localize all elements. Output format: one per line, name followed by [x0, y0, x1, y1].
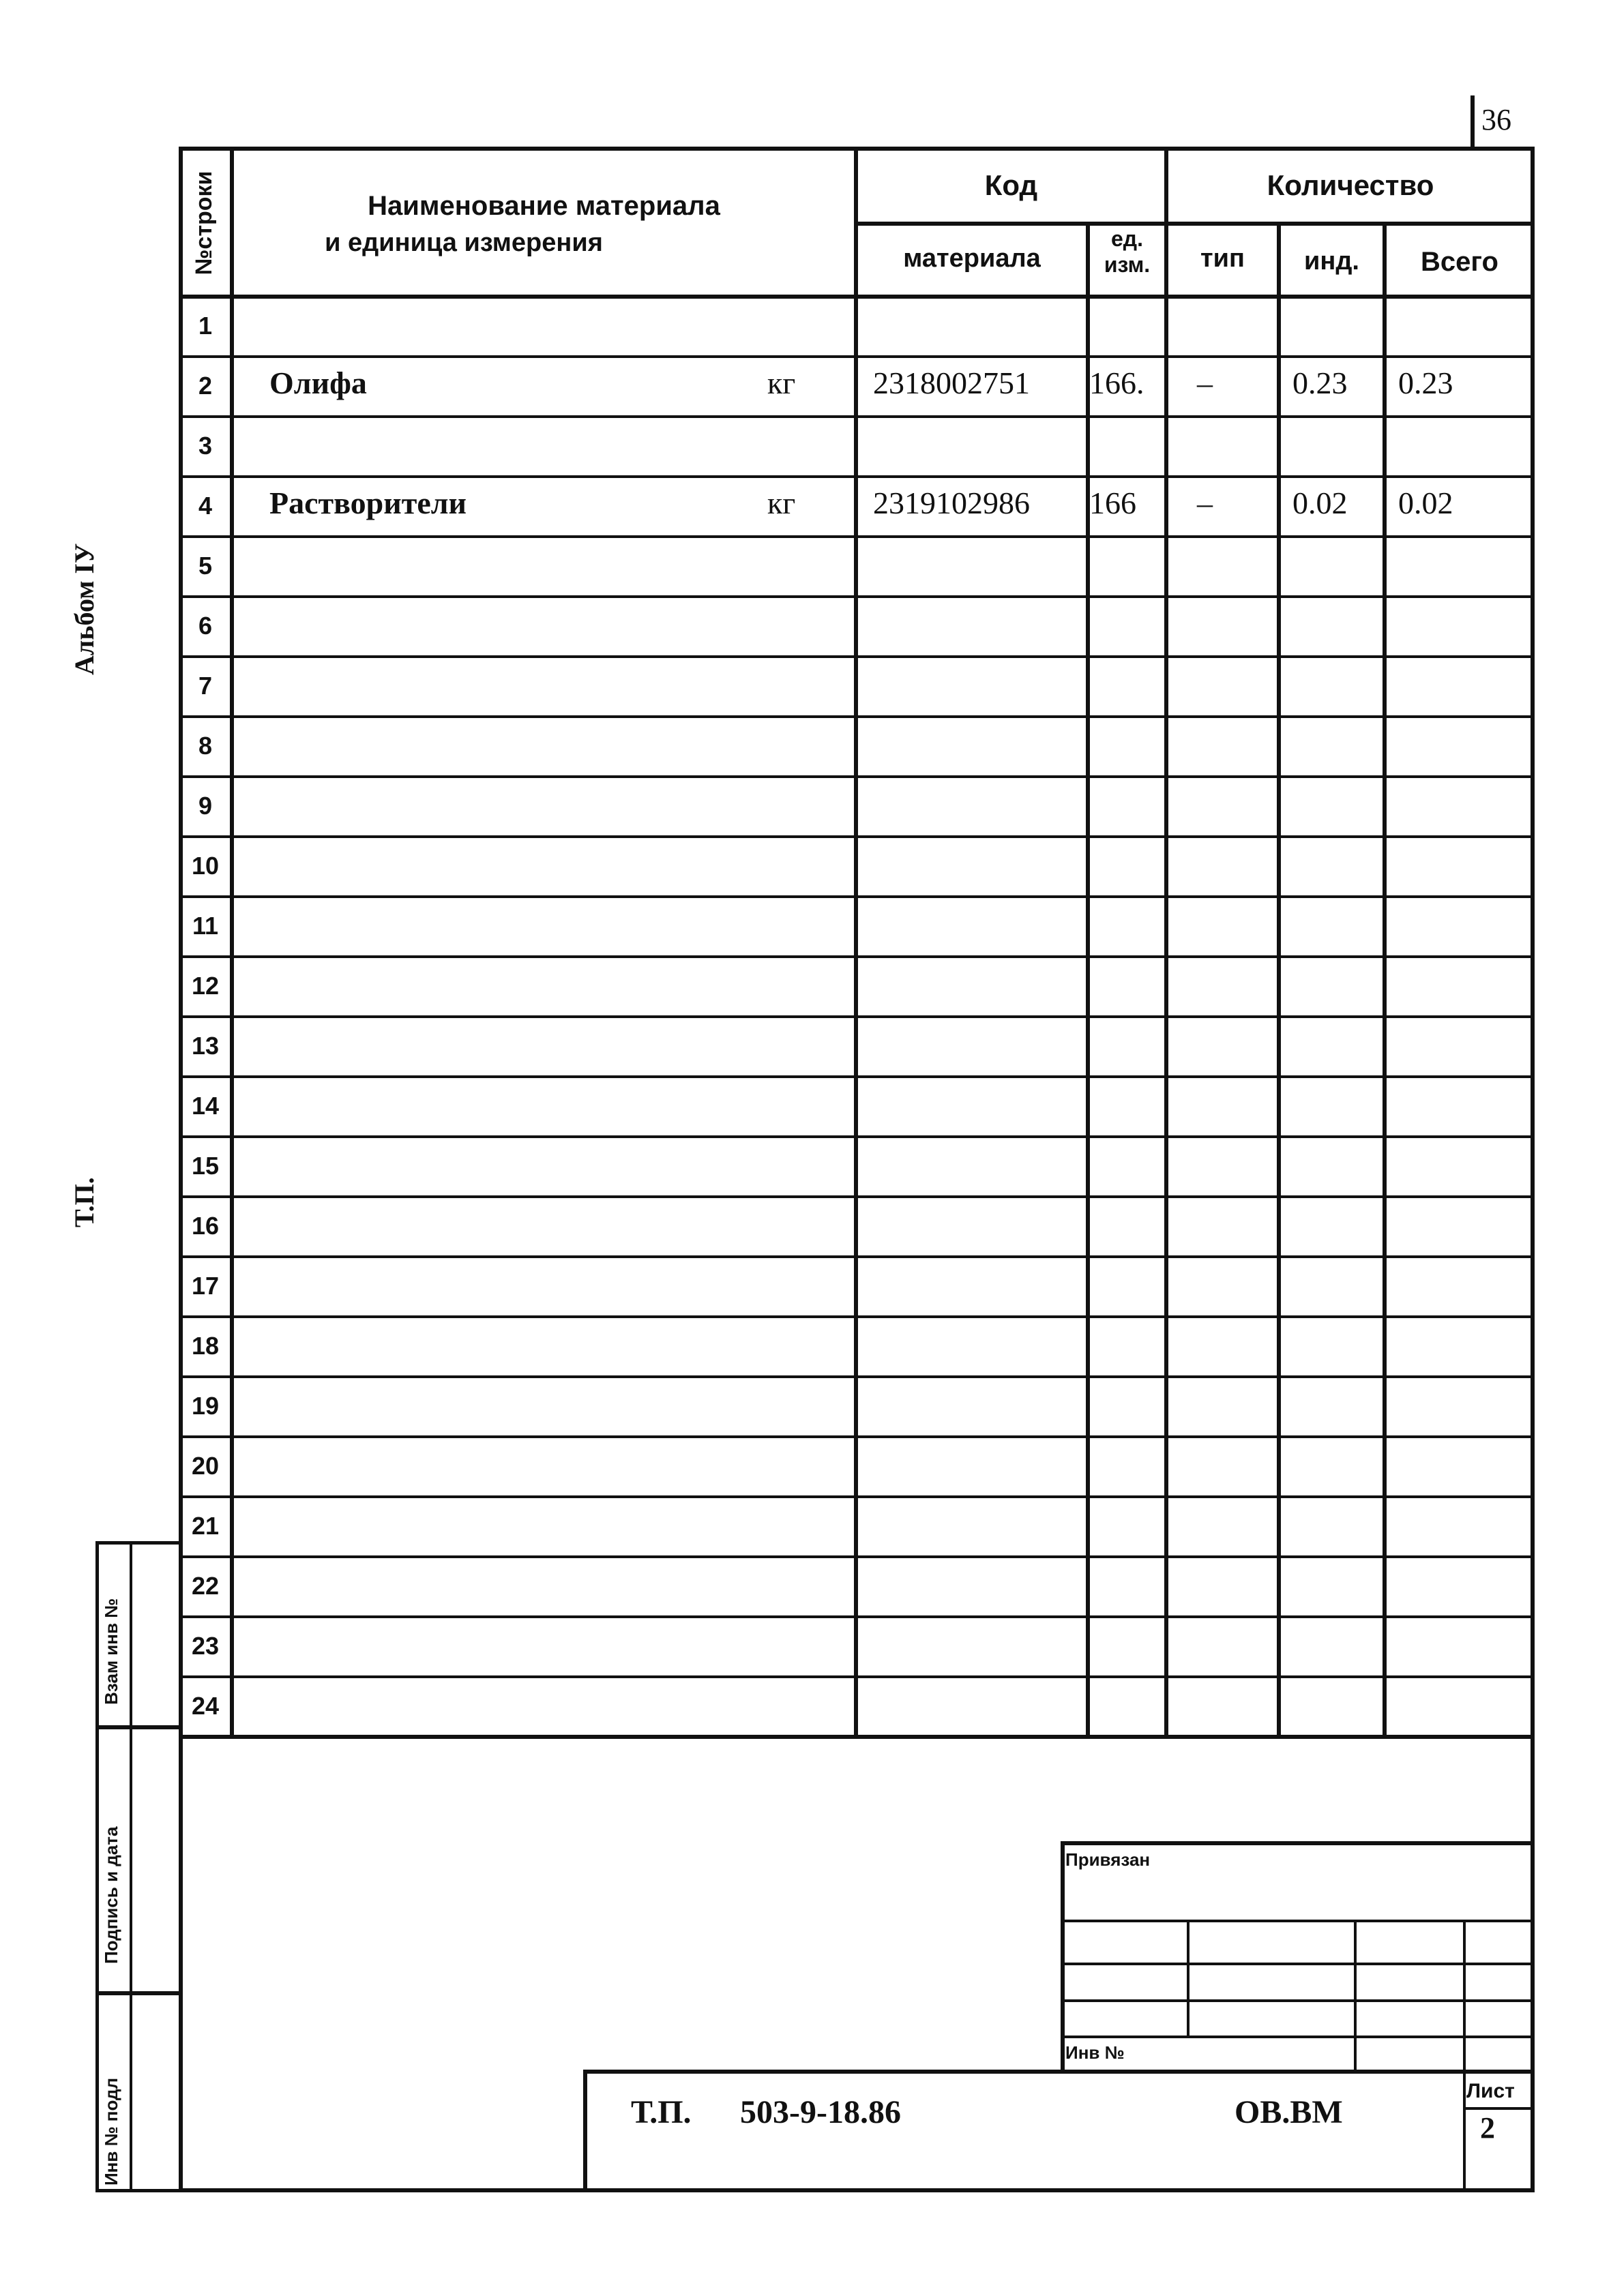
row-separator — [179, 1375, 1535, 1378]
row-separator — [179, 1075, 1535, 1078]
left-strip-divider-2 — [95, 1991, 183, 1995]
row-number: 1 — [198, 312, 213, 340]
name-header-line1: Наименование материала — [368, 191, 720, 221]
qty-total: 0.02 — [1398, 486, 1453, 520]
material-unit: кг — [767, 486, 796, 520]
row-number: 10 — [191, 852, 220, 880]
material-name: Олифа — [269, 366, 367, 400]
row-separator — [179, 955, 1535, 958]
row-number: 19 — [191, 1392, 220, 1420]
row-number: 23 — [191, 1632, 220, 1660]
material-code: 2318002751 — [873, 366, 1030, 400]
qty-ind-header: инд. — [1304, 247, 1359, 275]
material-name: Растворители — [269, 486, 467, 520]
sheet-label-line — [1463, 2107, 1535, 2110]
qty-total-header: Всего — [1421, 247, 1498, 277]
page-number-divider — [1470, 95, 1475, 150]
stamp-col-1 — [1187, 1920, 1189, 2036]
doc-series: Т.П. — [631, 2094, 692, 2130]
row-number: 24 — [191, 1692, 220, 1720]
row-number: 11 — [192, 912, 219, 940]
row-number: 18 — [191, 1332, 220, 1360]
row-separator — [179, 1255, 1535, 1258]
left-strip-divider-1 — [95, 1725, 183, 1729]
code-unit-header-1: ед. — [1111, 226, 1143, 251]
sheet-number: 2 — [1480, 2111, 1495, 2145]
code-unit-header-2: изм. — [1104, 252, 1151, 277]
row-number: 21 — [191, 1512, 220, 1540]
row-separator — [179, 715, 1535, 718]
row-number: 12 — [191, 972, 220, 1000]
code-header: Код — [984, 169, 1038, 201]
page-number: 36 — [1481, 103, 1511, 136]
row-separator — [179, 475, 1535, 478]
row-number: 4 — [198, 492, 213, 520]
inv-podl-label: Инв № подл — [101, 2077, 121, 2186]
qty-type-header: тип — [1200, 244, 1245, 273]
row-separator — [179, 1675, 1535, 1678]
header-mid-line — [856, 222, 1535, 226]
material-unit: кг — [767, 366, 796, 400]
row-separator — [179, 835, 1535, 838]
stamp-col-3 — [1463, 1920, 1466, 2192]
unit-code: 166. — [1089, 366, 1144, 400]
material-code: 2319102986 — [873, 486, 1030, 520]
row-separator — [179, 1315, 1535, 1318]
stamp-col-2 — [1354, 1920, 1357, 2073]
qty-ind: 0.23 — [1292, 366, 1348, 400]
code-col-line — [854, 147, 858, 1737]
row-separator — [179, 1135, 1535, 1138]
inv-no-label: Инв № — [1065, 2042, 1125, 2063]
row-separator — [179, 1015, 1535, 1018]
sheet-label: Лист — [1466, 2080, 1515, 2102]
row-number: 6 — [198, 612, 213, 640]
code-material-header: материала — [903, 244, 1041, 273]
row-number: 14 — [191, 1092, 220, 1120]
title-block-left-line — [583, 2070, 587, 2192]
row-separator — [179, 1495, 1535, 1498]
row-number: 7 — [198, 672, 213, 700]
unit-code: 166 — [1089, 486, 1136, 520]
row-number: 16 — [191, 1212, 220, 1240]
qty-type: – — [1197, 366, 1213, 400]
table-bottom-line — [179, 1735, 1535, 1739]
row-number: 5 — [198, 552, 213, 580]
row-number: 17 — [191, 1272, 220, 1300]
row-number-header: №строки — [191, 170, 217, 275]
qty-type: – — [1197, 486, 1213, 520]
row-number: 13 — [191, 1032, 220, 1060]
row-number: 15 — [191, 1152, 220, 1180]
qty-ind: 0.02 — [1292, 486, 1348, 520]
qty-total: 0.23 — [1398, 366, 1453, 400]
privyazan-label: Привязан — [1065, 1849, 1151, 1870]
total-col-line — [1383, 222, 1387, 1737]
left-strip-inner-line — [130, 1541, 132, 2192]
row-separator — [179, 355, 1535, 358]
row-separator — [179, 1555, 1535, 1558]
tp-label: Т.П. — [69, 1177, 100, 1227]
row-separator — [179, 595, 1535, 598]
doc-code: ОВ.ВМ — [1235, 2094, 1343, 2130]
row-number: 22 — [191, 1572, 220, 1600]
row-separator — [179, 655, 1535, 658]
vzam-inv-label: Взам инв № — [101, 1598, 121, 1705]
row-separator — [179, 415, 1535, 418]
type-col-line — [1164, 147, 1168, 1737]
row-separator — [179, 1615, 1535, 1618]
row-separator — [179, 1435, 1535, 1438]
row-separator — [179, 775, 1535, 778]
header-bottom-line — [179, 295, 1535, 299]
doc-number: 503-9-18.86 — [740, 2094, 901, 2130]
name-header-line2: и единица измерения — [325, 228, 603, 257]
stamp-left-line — [1061, 1841, 1065, 2073]
stamp-top-line — [1061, 1841, 1535, 1845]
unit-col-line — [1086, 222, 1090, 1737]
row-separator — [179, 895, 1535, 898]
row-separator — [179, 535, 1535, 538]
row-number: 2 — [198, 372, 213, 400]
row-separator — [179, 1195, 1535, 1198]
quantity-header: Количество — [1267, 169, 1434, 201]
row-number: 9 — [198, 792, 213, 820]
ind-col-line — [1277, 222, 1281, 1737]
row-number: 8 — [198, 732, 213, 760]
row-number: 20 — [191, 1452, 220, 1480]
album-label: Альбом IУ — [69, 543, 100, 675]
title-block-top-line — [583, 2070, 1535, 2074]
podpis-data-label: Подпись и дата — [101, 1826, 121, 1964]
row-number: 3 — [198, 432, 213, 460]
